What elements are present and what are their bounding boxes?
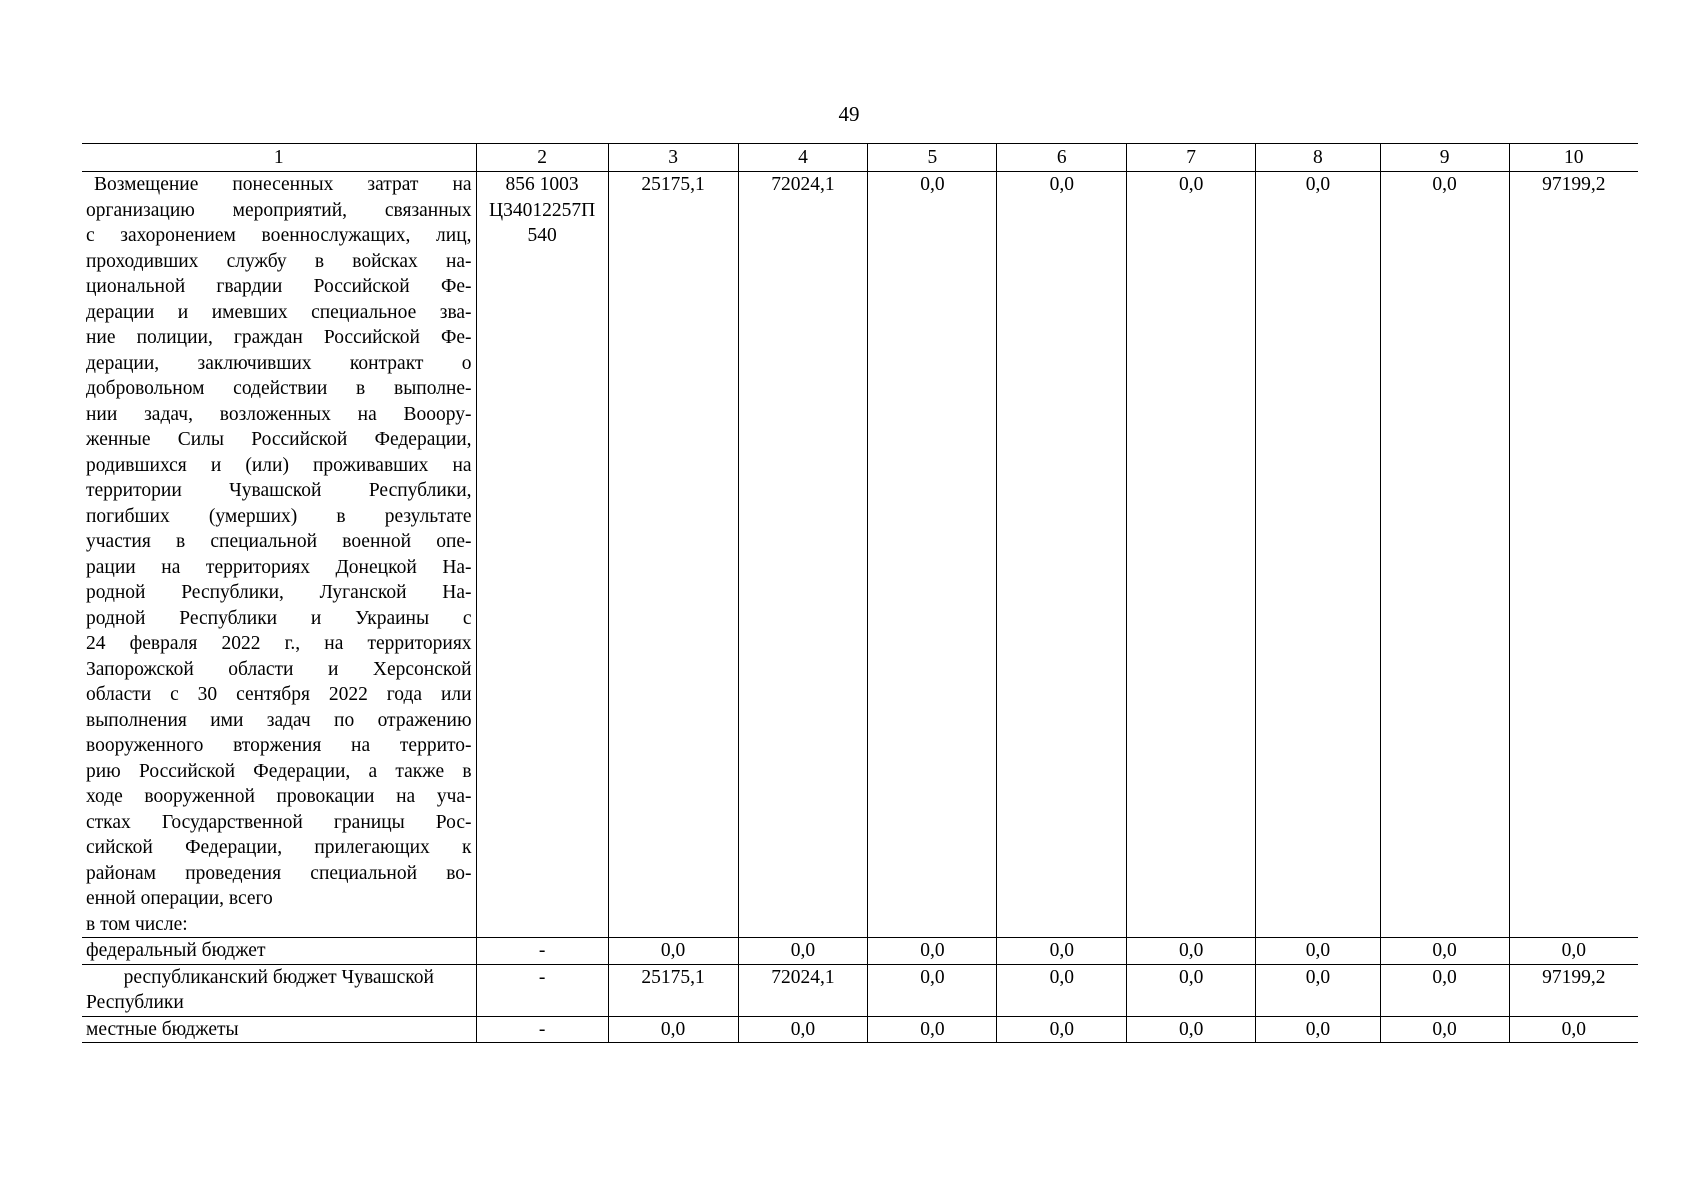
value-cell: 0,0 [1256, 938, 1381, 965]
description-line: вооруженного вторжения на террито- [86, 735, 472, 756]
description-line: ходе вооруженной провокации на уча- [86, 786, 472, 807]
value-cell: 97199,2 [1509, 964, 1638, 1016]
column-header: 8 [1256, 144, 1381, 172]
column-header: 3 [608, 144, 738, 172]
description-line: области с 30 сентября 2022 года или [86, 684, 472, 705]
value-cell: 0,0 [1256, 1016, 1381, 1043]
value-cell: 97199,2 [1509, 172, 1638, 938]
value-cell: 0,0 [1509, 938, 1638, 965]
value-cell: 0,0 [1256, 172, 1381, 938]
description-line: организацию мероприятий, связанных [86, 199, 472, 221]
description-line: погибших (умерших) в результате [86, 505, 472, 527]
value-cell: 72024,1 [738, 964, 868, 1016]
column-header: 6 [997, 144, 1127, 172]
budget-classification-code [476, 172, 608, 938]
value-cell: 0,0 [1380, 938, 1509, 965]
column-header: 10 [1509, 144, 1638, 172]
value-cell: 0,0 [1127, 964, 1256, 1016]
column-number-row [82, 144, 1638, 172]
description-line: женные Силы Российской Федерации, [86, 429, 472, 450]
value-cell: 0,0 [1127, 1016, 1256, 1043]
description-line: рации на территориях Донецкой На- [86, 556, 472, 578]
value-cell: 25175,1 [608, 172, 738, 938]
column-header: 2 [476, 144, 608, 172]
description-line: рию Российской Федерации, а также в [86, 760, 472, 782]
description-line: в том числе: [86, 913, 188, 935]
column-header: 1 [82, 144, 476, 172]
table-row-local-budgets [82, 1016, 1638, 1043]
description-line: стках Государственной границы Рос- [86, 811, 472, 833]
description-line: циональной гвардии Российской Фе- [86, 276, 472, 297]
value-cell: 0,0 [868, 172, 997, 938]
description-line: проходивших службу в войсках на- [86, 250, 472, 272]
value-cell: 0,0 [738, 1016, 868, 1043]
code-line: 540 [527, 225, 557, 246]
value-cell: 0,0 [868, 938, 997, 965]
value-cell: 0,0 [1380, 172, 1509, 938]
column-header: 9 [1380, 144, 1509, 172]
description-line: с захоронением военнослужащих, лиц, [86, 225, 472, 246]
description-line: родившихся и (или) проживавших на [86, 454, 472, 476]
description-line: енной операции, всего [86, 888, 273, 909]
code-cell: - [476, 938, 608, 965]
value-cell: 0,0 [1127, 938, 1256, 965]
description-line: родной Республики, Луганской На- [86, 582, 472, 603]
column-header: 4 [738, 144, 868, 172]
value-cell: 0,0 [868, 964, 997, 1016]
description-line: 24 февраля 2022 г., на территориях [86, 633, 472, 654]
description-line: нии задач, возложенных на Вооору- [86, 403, 472, 425]
page-number: 49 [838, 102, 860, 126]
description-line: дерации и имевших специальное зва- [86, 301, 472, 323]
description-line: выполнения ими задач по отражению [86, 709, 472, 731]
code-line: 856 1003 [505, 174, 579, 195]
value-cell: 0,0 [868, 1016, 997, 1043]
table-row-republic-budget [82, 964, 1638, 1016]
description-line: участия в специальной военной опе- [86, 531, 472, 552]
value-cell: 0,0 [1380, 1016, 1509, 1043]
row-label: федеральный бюджет [82, 938, 476, 965]
description-line: родной Республики и Украины с [86, 607, 472, 629]
description-line: Возмещение понесенных затрат на [94, 174, 472, 195]
description-line: Запорожской области и Херсонской [86, 658, 472, 680]
description-line: дерации, заключивших контракт о [86, 352, 472, 374]
code-cell: - [476, 1016, 608, 1043]
value-cell: 0,0 [997, 1016, 1127, 1043]
value-cell: 0,0 [997, 172, 1127, 938]
value-cell: 0,0 [738, 938, 868, 965]
value-cell: 25175,1 [608, 964, 738, 1016]
value-cell: 0,0 [1380, 964, 1509, 1016]
value-cell: 0,0 [1509, 1016, 1638, 1043]
column-header: 7 [1127, 144, 1256, 172]
table-row-main-measure [82, 172, 1638, 938]
description-line: добровольном содействии в выполне- [86, 378, 472, 399]
value-cell: 0,0 [608, 938, 738, 965]
code-line: Ц34012257П [488, 199, 596, 221]
description-line: территории Чувашской Республики, [86, 480, 472, 501]
value-cell: 0,0 [1127, 172, 1256, 938]
description-line: районам проведения специальной во- [86, 862, 472, 884]
value-cell: 0,0 [1256, 964, 1381, 1016]
value-cell: 0,0 [608, 1016, 738, 1043]
column-header: 5 [868, 144, 997, 172]
code-cell: - [476, 964, 608, 1016]
row-label: республиканский бюджет Чувашской Республики [82, 964, 476, 1016]
value-cell: 0,0 [997, 964, 1127, 1016]
value-cell: 0,0 [997, 938, 1127, 965]
budget-table [82, 143, 1638, 1043]
description-line: сийской Федерации, прилегающих к [86, 837, 472, 858]
value-cell: 72024,1 [738, 172, 868, 938]
table-row-federal-budget [82, 938, 1638, 965]
measure-description [82, 172, 476, 938]
row-label: местные бюджеты [82, 1016, 476, 1043]
measure-description-text [86, 172, 472, 937]
description-line: ние полиции, граждан Российской Фе- [86, 327, 472, 348]
